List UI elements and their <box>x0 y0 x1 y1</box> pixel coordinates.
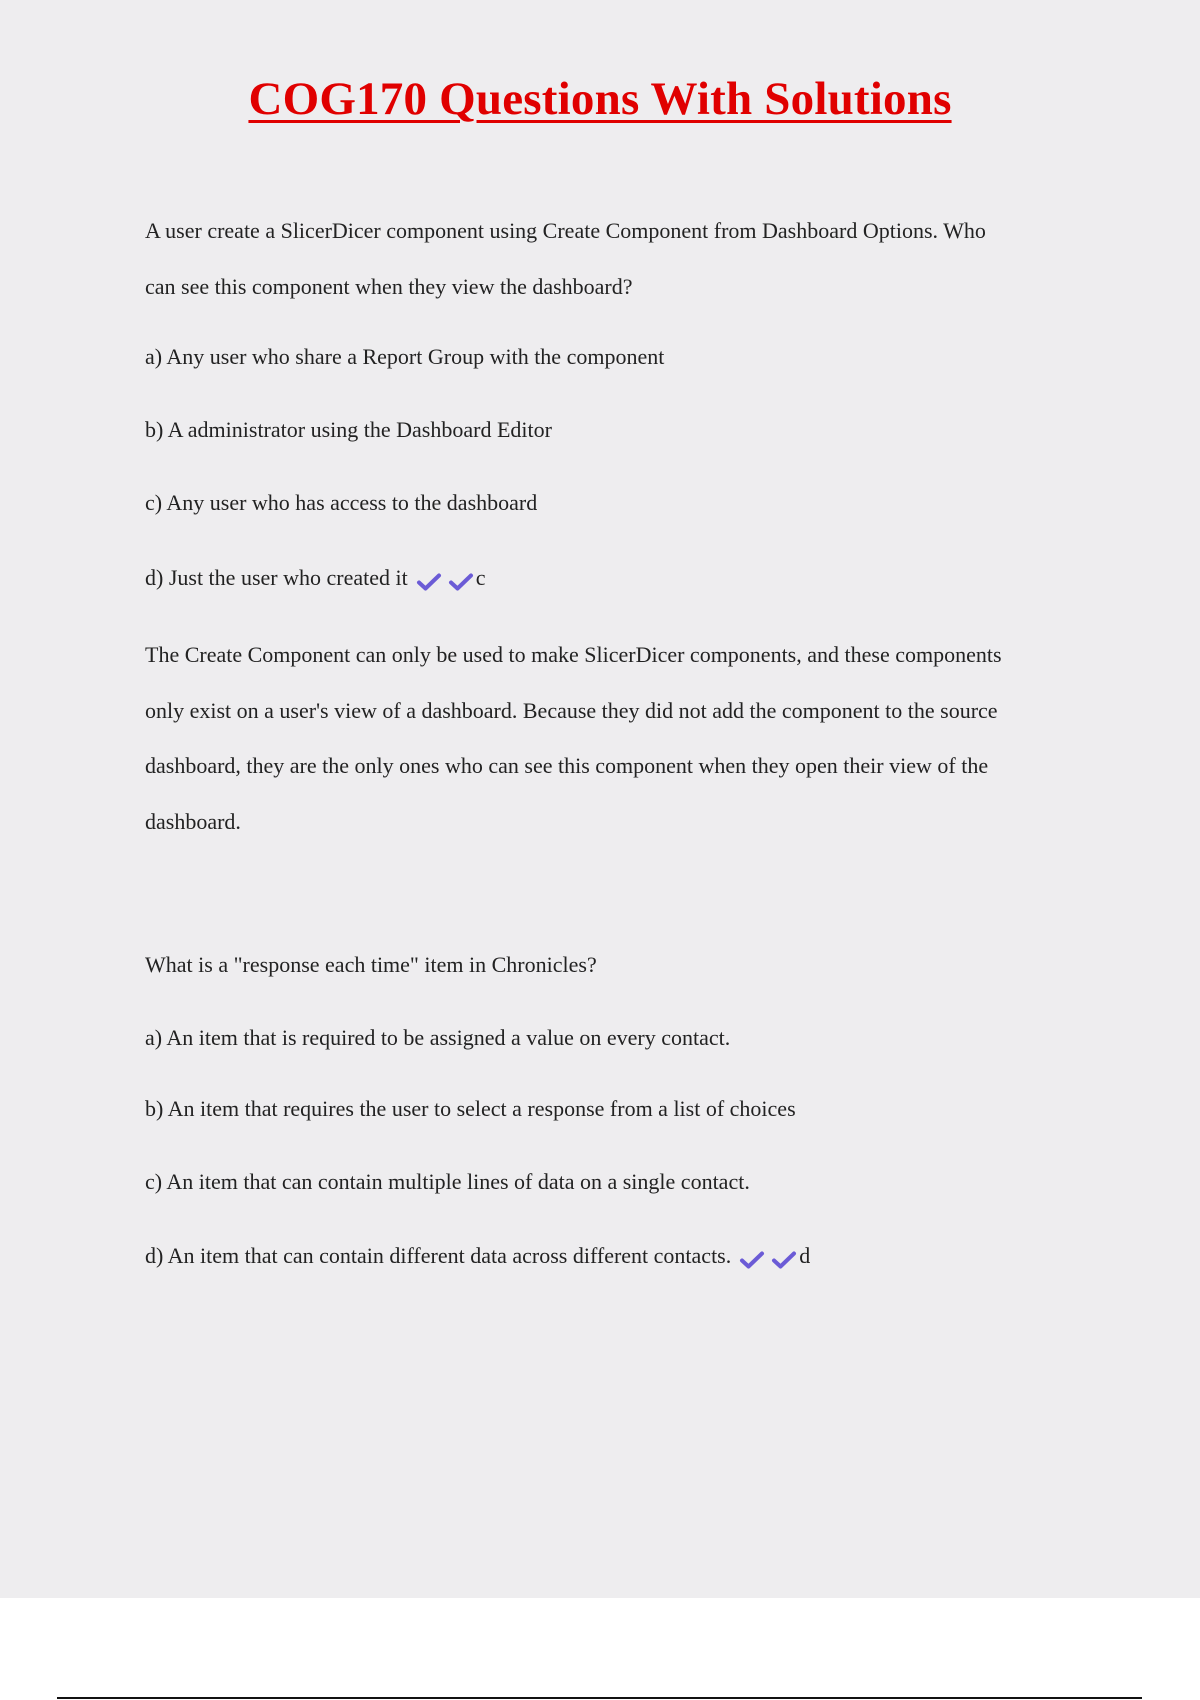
checkmark-icon <box>771 1250 797 1270</box>
question-1-answer-key: c <box>475 565 486 590</box>
question-1-option-d: d) Just the user who created it <box>145 565 408 590</box>
checkmark-icon <box>739 1250 765 1270</box>
question-1-stem-line-2: can see this component when they view the dashboard? <box>145 274 633 299</box>
question-1-answer-marks <box>416 565 476 595</box>
question-2-option-d: d) An item that can contain different data across different contacts. <box>145 1243 732 1268</box>
question-2-option-c: c) An item that can contain multiple lines of data on a single contact. <box>145 1169 750 1194</box>
question-1-explanation-line-3: dashboard, they are the only ones who can see this component when they open their view of the <box>145 753 989 778</box>
question-1-option-b: b) A administrator using the Dashboard Editor <box>145 417 552 442</box>
question-2-stem: What is a "response each time" item in Chronicles? <box>145 952 597 977</box>
question-2-answer-key: d <box>799 1243 811 1268</box>
question-1-explanation-line-4: dashboard. <box>145 809 241 834</box>
question-2-answer-marks <box>739 1243 799 1273</box>
question-1-option-c: c) Any user who has access to the dashboard <box>145 490 538 515</box>
question-1-stem-line-1: A user create a SlicerDicer component using Create Component from Dashboard Options. Who <box>145 218 986 243</box>
question-1-explanation-line-1: The Create Component can only be used to make SlicerDicer components, and these components <box>145 642 1002 667</box>
document-title: COG170 Questions With Solutions <box>248 73 952 125</box>
footer-divider <box>57 1697 1142 1699</box>
checkmark-icon <box>416 572 442 592</box>
checkmark-icon <box>448 572 474 592</box>
question-2-option-d-row <box>145 1241 810 1273</box>
question-1-option-d-row <box>145 563 485 595</box>
question-1-option-a: a) Any user who share a Report Group with the component <box>145 344 665 369</box>
question-2-option-a: a) An item that is required to be assigned a value on every contact. <box>145 1025 731 1050</box>
question-2-option-b: b) An item that requires the user to select a response from a list of choices <box>145 1096 796 1121</box>
question-1-explanation-line-2: only exist on a user's view of a dashboard. Because they did not add the component to the source <box>145 698 998 723</box>
